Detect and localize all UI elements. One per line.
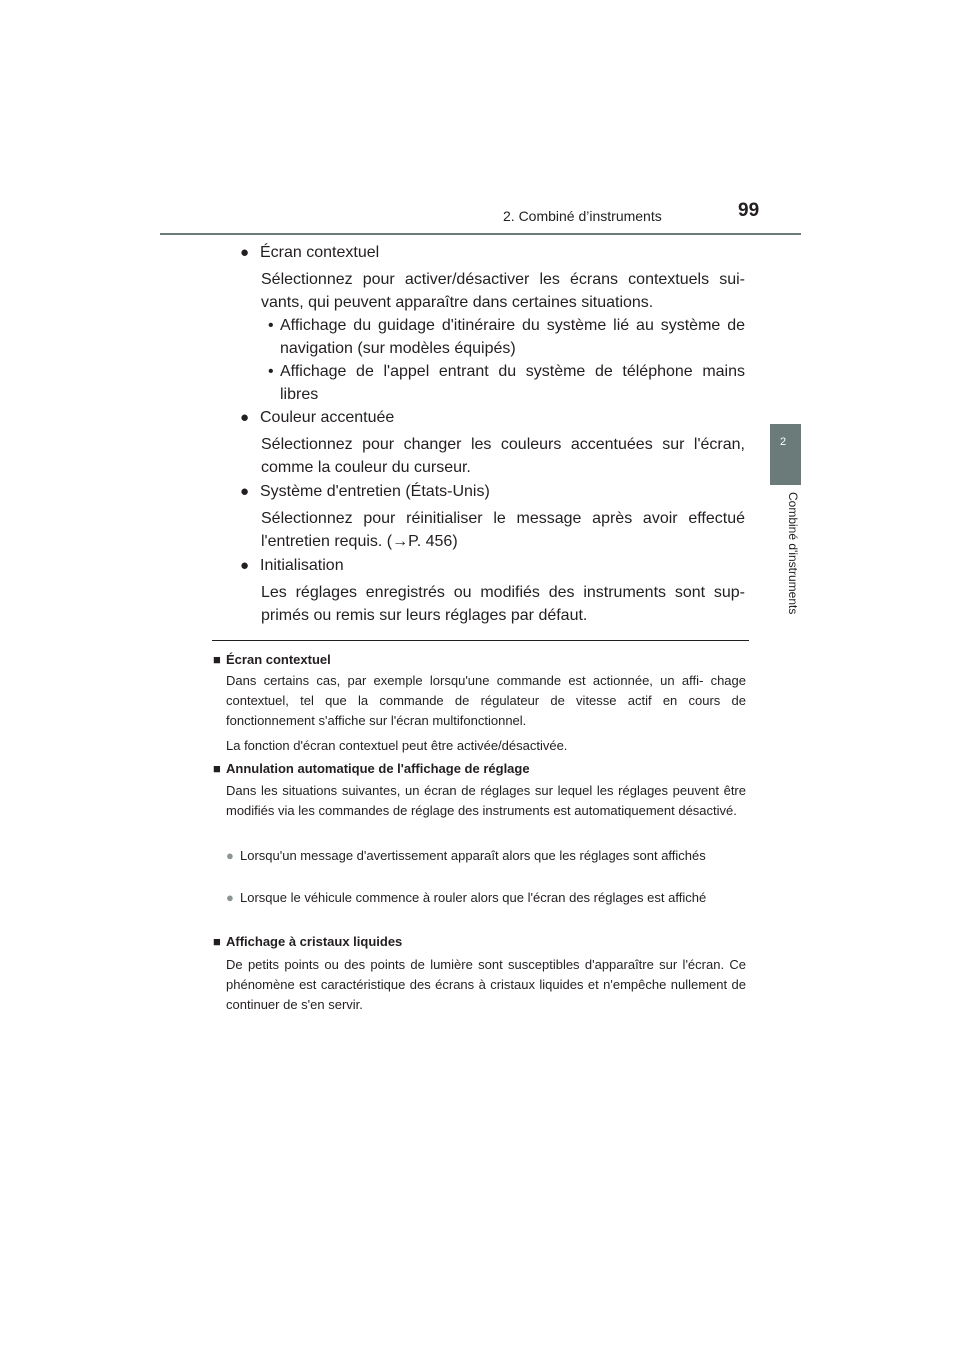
item-heading (240, 241, 379, 264)
square-bullet-icon: ■ (213, 934, 221, 949)
item-title: Système d'entretien (États-Unis) (260, 483, 490, 500)
note-heading (213, 760, 530, 778)
item-heading (240, 480, 490, 503)
sub-item-text: libres (280, 386, 319, 403)
note-title: Écran contextuel (226, 652, 331, 667)
sub-bullet-icon: • (268, 317, 274, 334)
square-bullet-icon: ■ (213, 761, 221, 776)
item-title: Initialisation (260, 557, 344, 574)
header-divider (160, 233, 801, 235)
note-text: De petits points ou des points de lumière sont susceptibles d'apparaître sur l'écran. Ce phénomène est caractéristique des écrans à cristaux liquides et n'empêche nullement de continuer de s'en servir. (226, 957, 746, 1012)
note-text: La fonction d'écran contextuel peut être activée/désactivée. (226, 738, 568, 753)
note-title: Affichage à cristaux liquides (226, 934, 403, 949)
square-bullet-icon: ■ (213, 652, 221, 667)
item-text: vants, qui peuvent apparaître dans certaines situations. (261, 294, 654, 311)
chapter-label: Combiné d'instruments (786, 492, 800, 615)
item-text: primés ou remis sur leurs réglages par défaut. (261, 607, 588, 624)
sub-list-item (268, 337, 745, 360)
sub-list-item (268, 360, 745, 383)
note-title: Annulation automatique de l'affichage de réglage (226, 761, 530, 776)
sub-item-text: navigation (sur modèles équipés) (280, 340, 516, 357)
note-text: Dans les situations suivantes, un écran de réglages sur lequel les réglages peuvent être modifiés via les commandes de réglage des instruments est automatiquement désactivé. (226, 783, 746, 818)
item-title: Couleur accentuée (260, 409, 395, 426)
bullet-icon: ● (226, 848, 234, 863)
item-text: Sélectionnez pour changer les couleurs accentuées sur l'écran, (261, 436, 745, 453)
section-divider (212, 640, 749, 641)
item-heading (240, 406, 394, 429)
page-number: 99 (738, 200, 760, 221)
bullet-icon: ● (240, 409, 250, 426)
note-bullet-text: Lorsqu'un message d'avertissement apparaît alors que les réglages sont affichés (240, 848, 706, 863)
note-heading (213, 933, 402, 951)
item-text: Sélectionnez pour réinitialiser le message après avoir effectué (261, 510, 745, 527)
chapter-number: 2 (780, 436, 787, 448)
note-bullet-item (226, 846, 750, 866)
sub-list-item (268, 383, 745, 406)
item-title: Écran contextuel (260, 244, 380, 261)
sub-list-item (268, 314, 745, 337)
note-heading (213, 651, 331, 669)
note-bullet-item (226, 888, 750, 908)
bullet-icon: ● (226, 890, 234, 905)
note-text: Dans certains cas, par exemple lorsqu'une commande est actionnée, un affi- chage contextuel, tel que la commande de régulateur de vitesse actif en cours de fonctionnement s'affiche sur l'écran multifonctionnel. (226, 673, 746, 728)
item-heading (240, 554, 344, 577)
note-bullet-text: Lorsque le véhicule commence à rouler alors que l'écran des réglages est affiché (240, 890, 707, 905)
item-text: l'entretien requis. (→P. 456) (261, 533, 458, 550)
section-title: 2. Combiné d’instruments (503, 208, 662, 224)
bullet-icon: ● (240, 557, 250, 574)
sub-item-text: Affichage du guidage d'itinéraire du système lié au système de (280, 317, 745, 334)
sub-item-text: Affichage de l'appel entrant du système de téléphone mains (280, 363, 745, 380)
bullet-icon: ● (240, 483, 250, 500)
item-text: Les réglages enregistrés ou modifiés des instruments sont sup- (261, 584, 745, 601)
chapter-tab (770, 424, 801, 485)
item-text: Sélectionnez pour activer/désactiver les écrans contextuels sui- (261, 271, 745, 288)
item-text: comme la couleur du curseur. (261, 459, 471, 476)
sub-bullet-icon: • (268, 363, 274, 380)
bullet-icon: ● (240, 244, 250, 261)
